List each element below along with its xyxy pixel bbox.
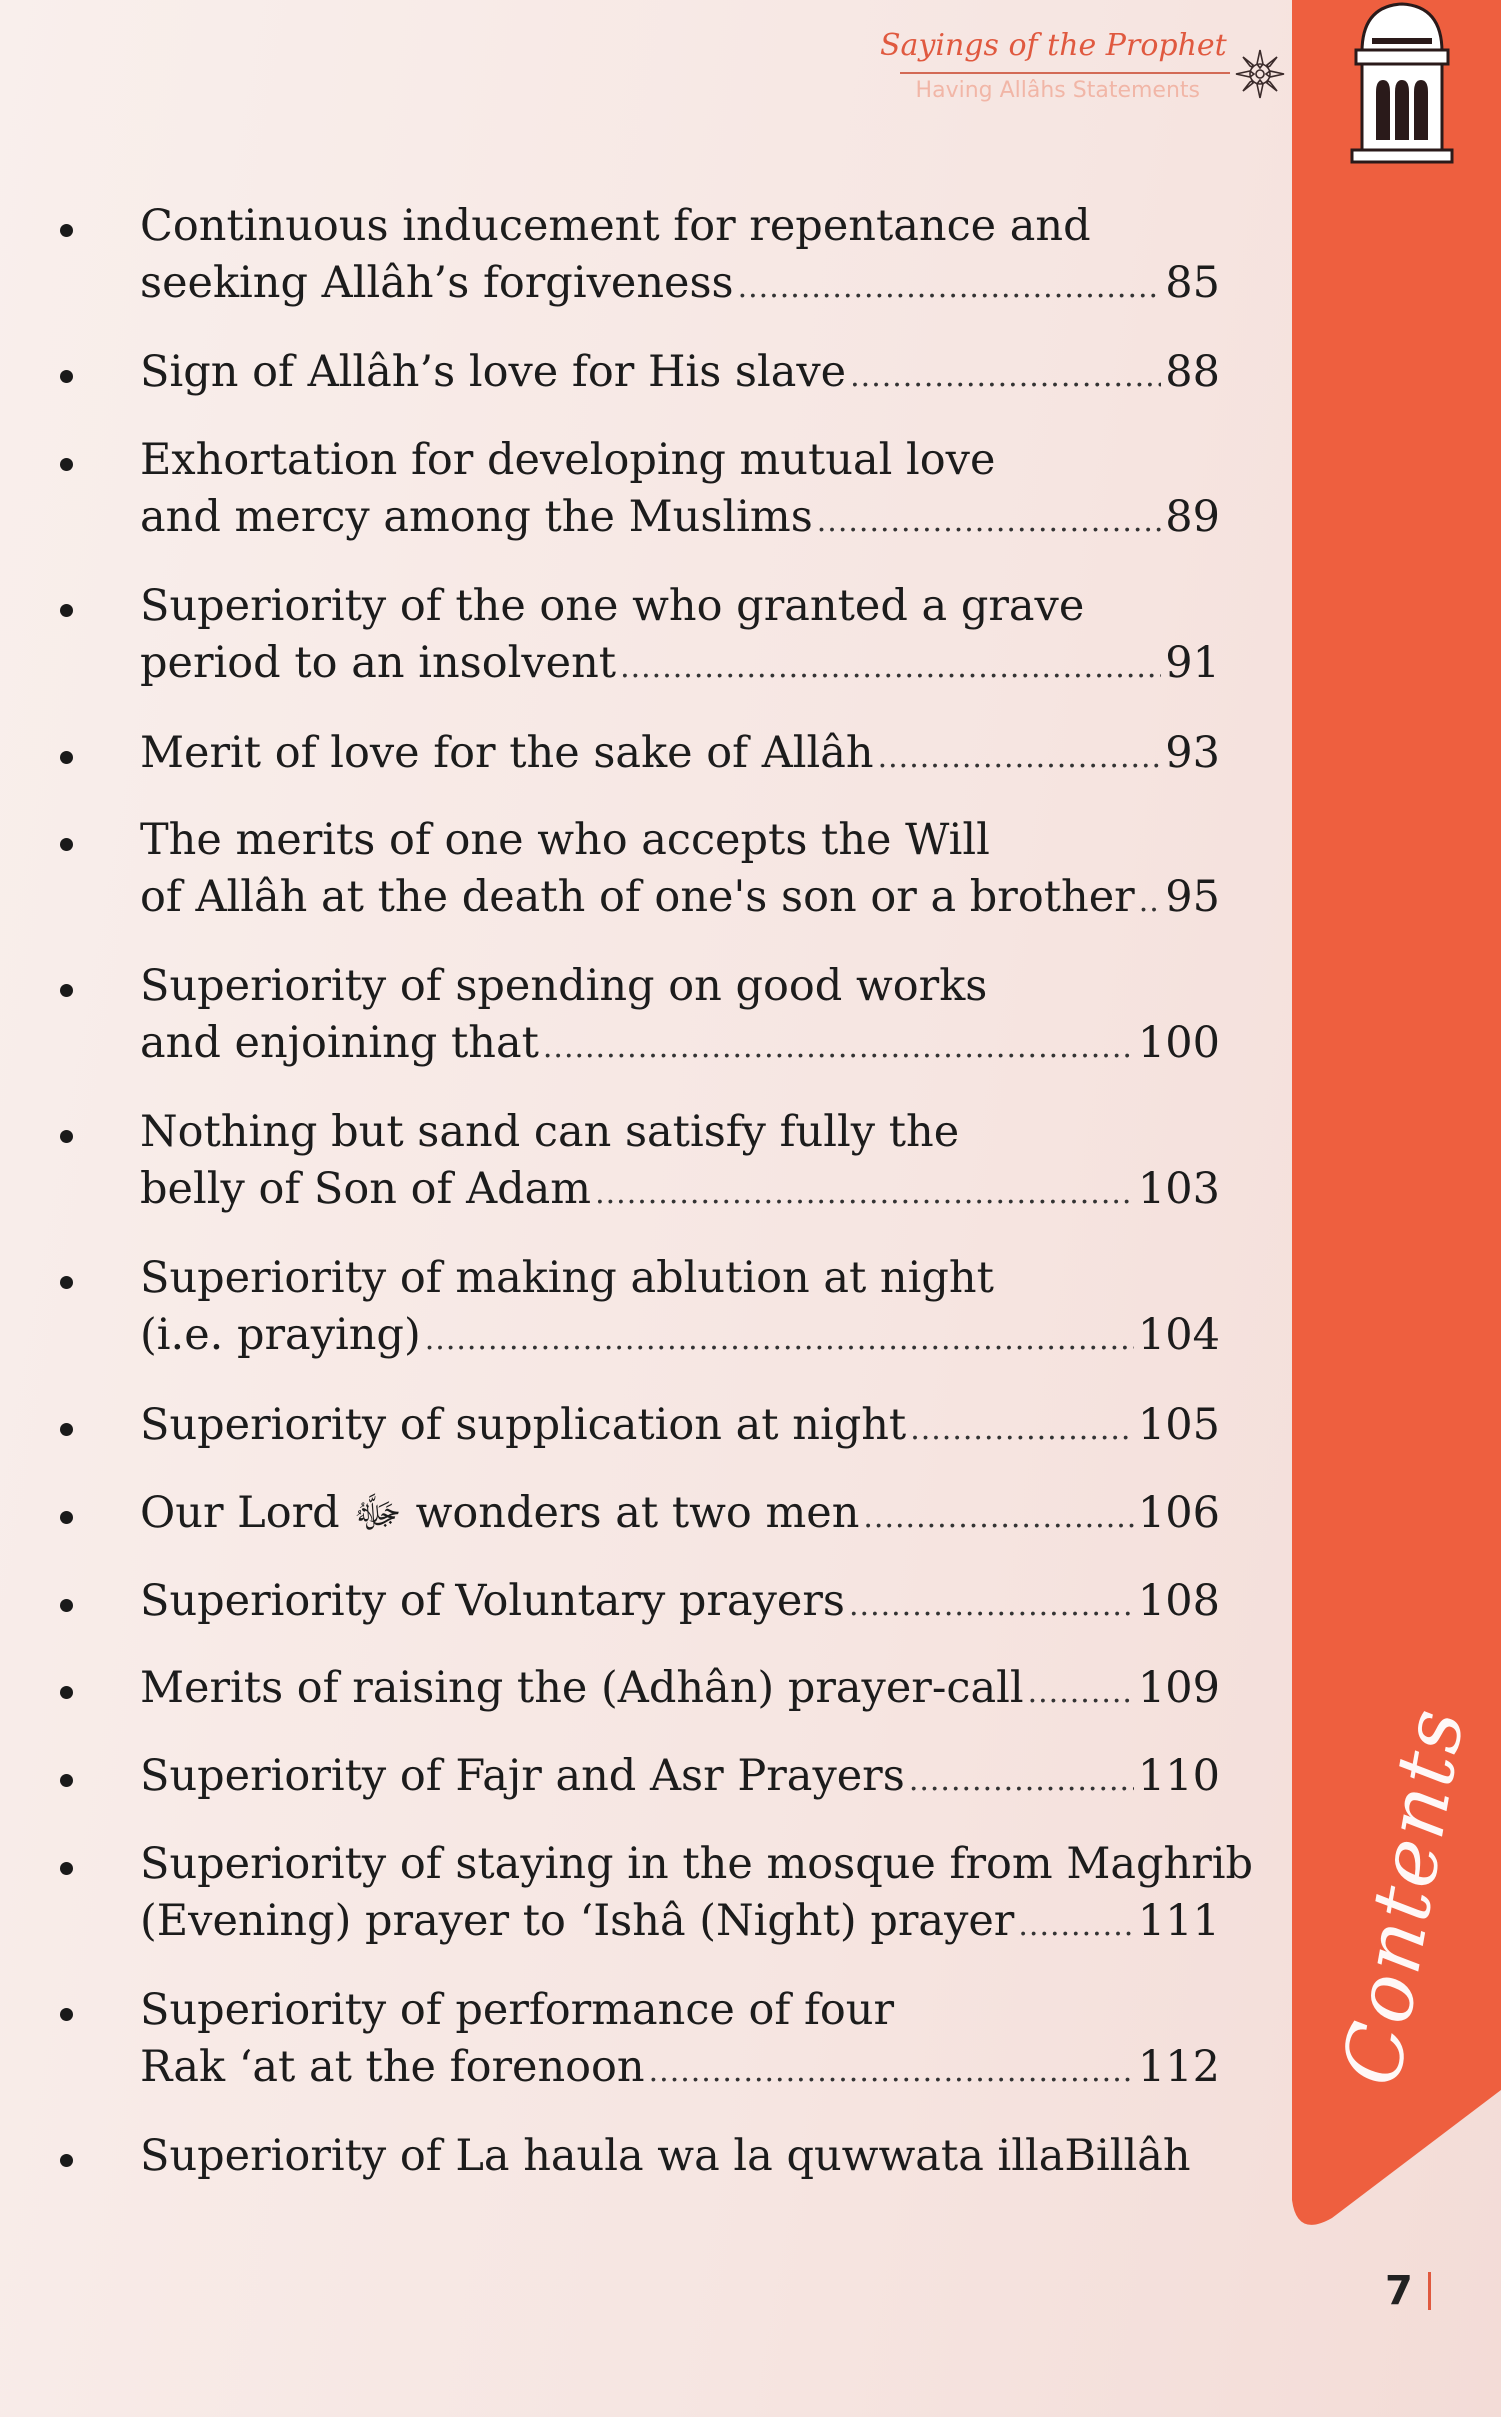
entry-leader-line [140, 1017, 1220, 1074]
dot-leader [1028, 1667, 1134, 1719]
bullet [60, 751, 73, 764]
bullet [60, 838, 73, 851]
dot-leader [595, 1168, 1134, 1220]
entry-title-line: Superiority of Voluntary prayers [140, 1576, 845, 1626]
page-reference: 112 [1137, 2042, 1220, 2092]
entry-leader-line [140, 1750, 1220, 1807]
header-rule [900, 72, 1230, 74]
page-reference: 104 [1137, 1310, 1220, 1360]
entry-title-line: Superiority of making ablution at night [140, 1253, 994, 1303]
contents-script-label [1320, 1700, 1483, 2092]
ornament-star-icon [1232, 46, 1288, 102]
dot-leader [1139, 876, 1162, 928]
bullet [60, 1511, 73, 1524]
page-reference: 103 [1137, 1164, 1220, 1214]
dot-leader [909, 1755, 1134, 1807]
dot-leader [425, 1314, 1134, 1366]
entry-leader-line [140, 2041, 1220, 2098]
entry-title-line: Merit of love for the sake of Allâh [140, 728, 874, 778]
page-number-bar [1428, 2272, 1431, 2310]
page-reference: 95 [1165, 872, 1220, 922]
page-reference: 89 [1165, 492, 1220, 542]
entry-title-line: Our Lord ﷻ wonders at two men [140, 1488, 860, 1538]
bullet [60, 458, 73, 471]
entry-title-line: Sign of Allâh’s love for His slave [140, 347, 847, 397]
bullet [60, 2154, 73, 2167]
entry-title-line: and mercy among the Muslims [140, 492, 813, 542]
dot-leader [878, 732, 1162, 784]
dot-leader [649, 2046, 1134, 2098]
bullet [60, 370, 73, 383]
page-reference: 109 [1137, 1663, 1220, 1713]
bullet [60, 224, 73, 237]
dot-leader [738, 262, 1162, 314]
entry-title-line: Continuous inducement for repentance and [140, 201, 1091, 251]
bullet [60, 604, 73, 617]
entry-title-line: (Evening) prayer to ‘Ishâ (Night) prayer [140, 1896, 1015, 1946]
entry-title-line: Superiority of the one who granted a grave [140, 581, 1085, 631]
entry-title-line: (i.e. praying) [140, 1310, 421, 1360]
dot-leader [850, 351, 1161, 403]
entry-leader-line [140, 491, 1220, 548]
bullet [60, 1423, 73, 1436]
page-reference: 106 [1137, 1488, 1220, 1538]
page-reference: 88 [1165, 347, 1220, 397]
dot-leader [863, 1492, 1134, 1544]
page-reference: 108 [1137, 1576, 1220, 1626]
entry-leader-line [140, 1487, 1220, 1544]
page-reference: 105 [1137, 1400, 1220, 1450]
page-reference: 110 [1137, 1751, 1220, 1801]
bullet [60, 1862, 73, 1875]
entry-leader-line [140, 346, 1220, 403]
entry-title-line: of Allâh at the death of one's son or a brother [140, 872, 1135, 922]
page-reference: 85 [1165, 258, 1220, 308]
bullet [60, 1599, 73, 1612]
entry-leader-line [140, 871, 1220, 928]
entry-title-line: The merits of one who accepts the Will [140, 815, 990, 865]
entry-leader-line [140, 1399, 1220, 1456]
page-reference: 91 [1165, 638, 1220, 688]
entry-title-line: Superiority of supplication at night [140, 1400, 907, 1450]
dot-leader [849, 1580, 1134, 1632]
bullet [60, 2008, 73, 2021]
page-reference: 93 [1165, 728, 1220, 778]
entry-title-line: seeking Allâh’s forgiveness [140, 258, 734, 308]
entry-title-line: Nothing but sand can satisfy fully the [140, 1107, 960, 1157]
dot-leader [620, 642, 1161, 694]
entry-title-line: Exhortation for developing mutual love [140, 435, 996, 485]
bullet [60, 1686, 73, 1699]
header-title: Sayings of the Prophet [880, 28, 1227, 63]
dot-leader [910, 1404, 1134, 1456]
entry-leader-line [140, 257, 1220, 314]
bullet [60, 1130, 73, 1143]
entry-title-line: belly of Son of Adam [140, 1164, 592, 1214]
entry-leader-line [140, 727, 1220, 784]
page-reference: 100 [1137, 1018, 1220, 1068]
entry-title-line: Superiority of staying in the mosque from Maghrib [140, 1839, 1254, 1889]
entry-title-line: and enjoining that [140, 1018, 539, 1068]
dot-leader [817, 496, 1162, 548]
entry-title-line: Superiority of La haula wa la quwwata illaBillâh [140, 2131, 1191, 2181]
entry-leader-line [140, 637, 1220, 694]
mosque-arch-icon [1348, 0, 1456, 166]
entry-leader-line [140, 1163, 1220, 1220]
bullet [60, 1276, 73, 1289]
page-number: 7 [1385, 2268, 1413, 2314]
entry-title-line: period to an insolvent [140, 638, 617, 688]
dot-leader [1018, 1900, 1134, 1952]
header-subtitle: Having Allâhs Statements [915, 78, 1200, 103]
dot-leader [543, 1022, 1134, 1074]
contents-label-text: Contents [1324, 1700, 1483, 2092]
entry-leader-line [140, 1309, 1220, 1366]
entry-title-line: Merits of raising the (Adhân) prayer-call [140, 1663, 1024, 1713]
entry-title-line: Superiority of Fajr and Asr Prayers [140, 1751, 905, 1801]
bullet [60, 1774, 73, 1787]
entry-title-line: Superiority of spending on good works [140, 961, 988, 1011]
bullet [60, 984, 73, 997]
entry-leader-line [140, 1662, 1220, 1719]
entry-title-line: Rak ‘at at the forenoon [140, 2042, 645, 2092]
entry-title-line: Superiority of performance of four [140, 1985, 895, 2035]
entry-leader-line [140, 1895, 1220, 1952]
page-reference: 111 [1137, 1896, 1220, 1946]
entry-leader-line [140, 1575, 1220, 1632]
